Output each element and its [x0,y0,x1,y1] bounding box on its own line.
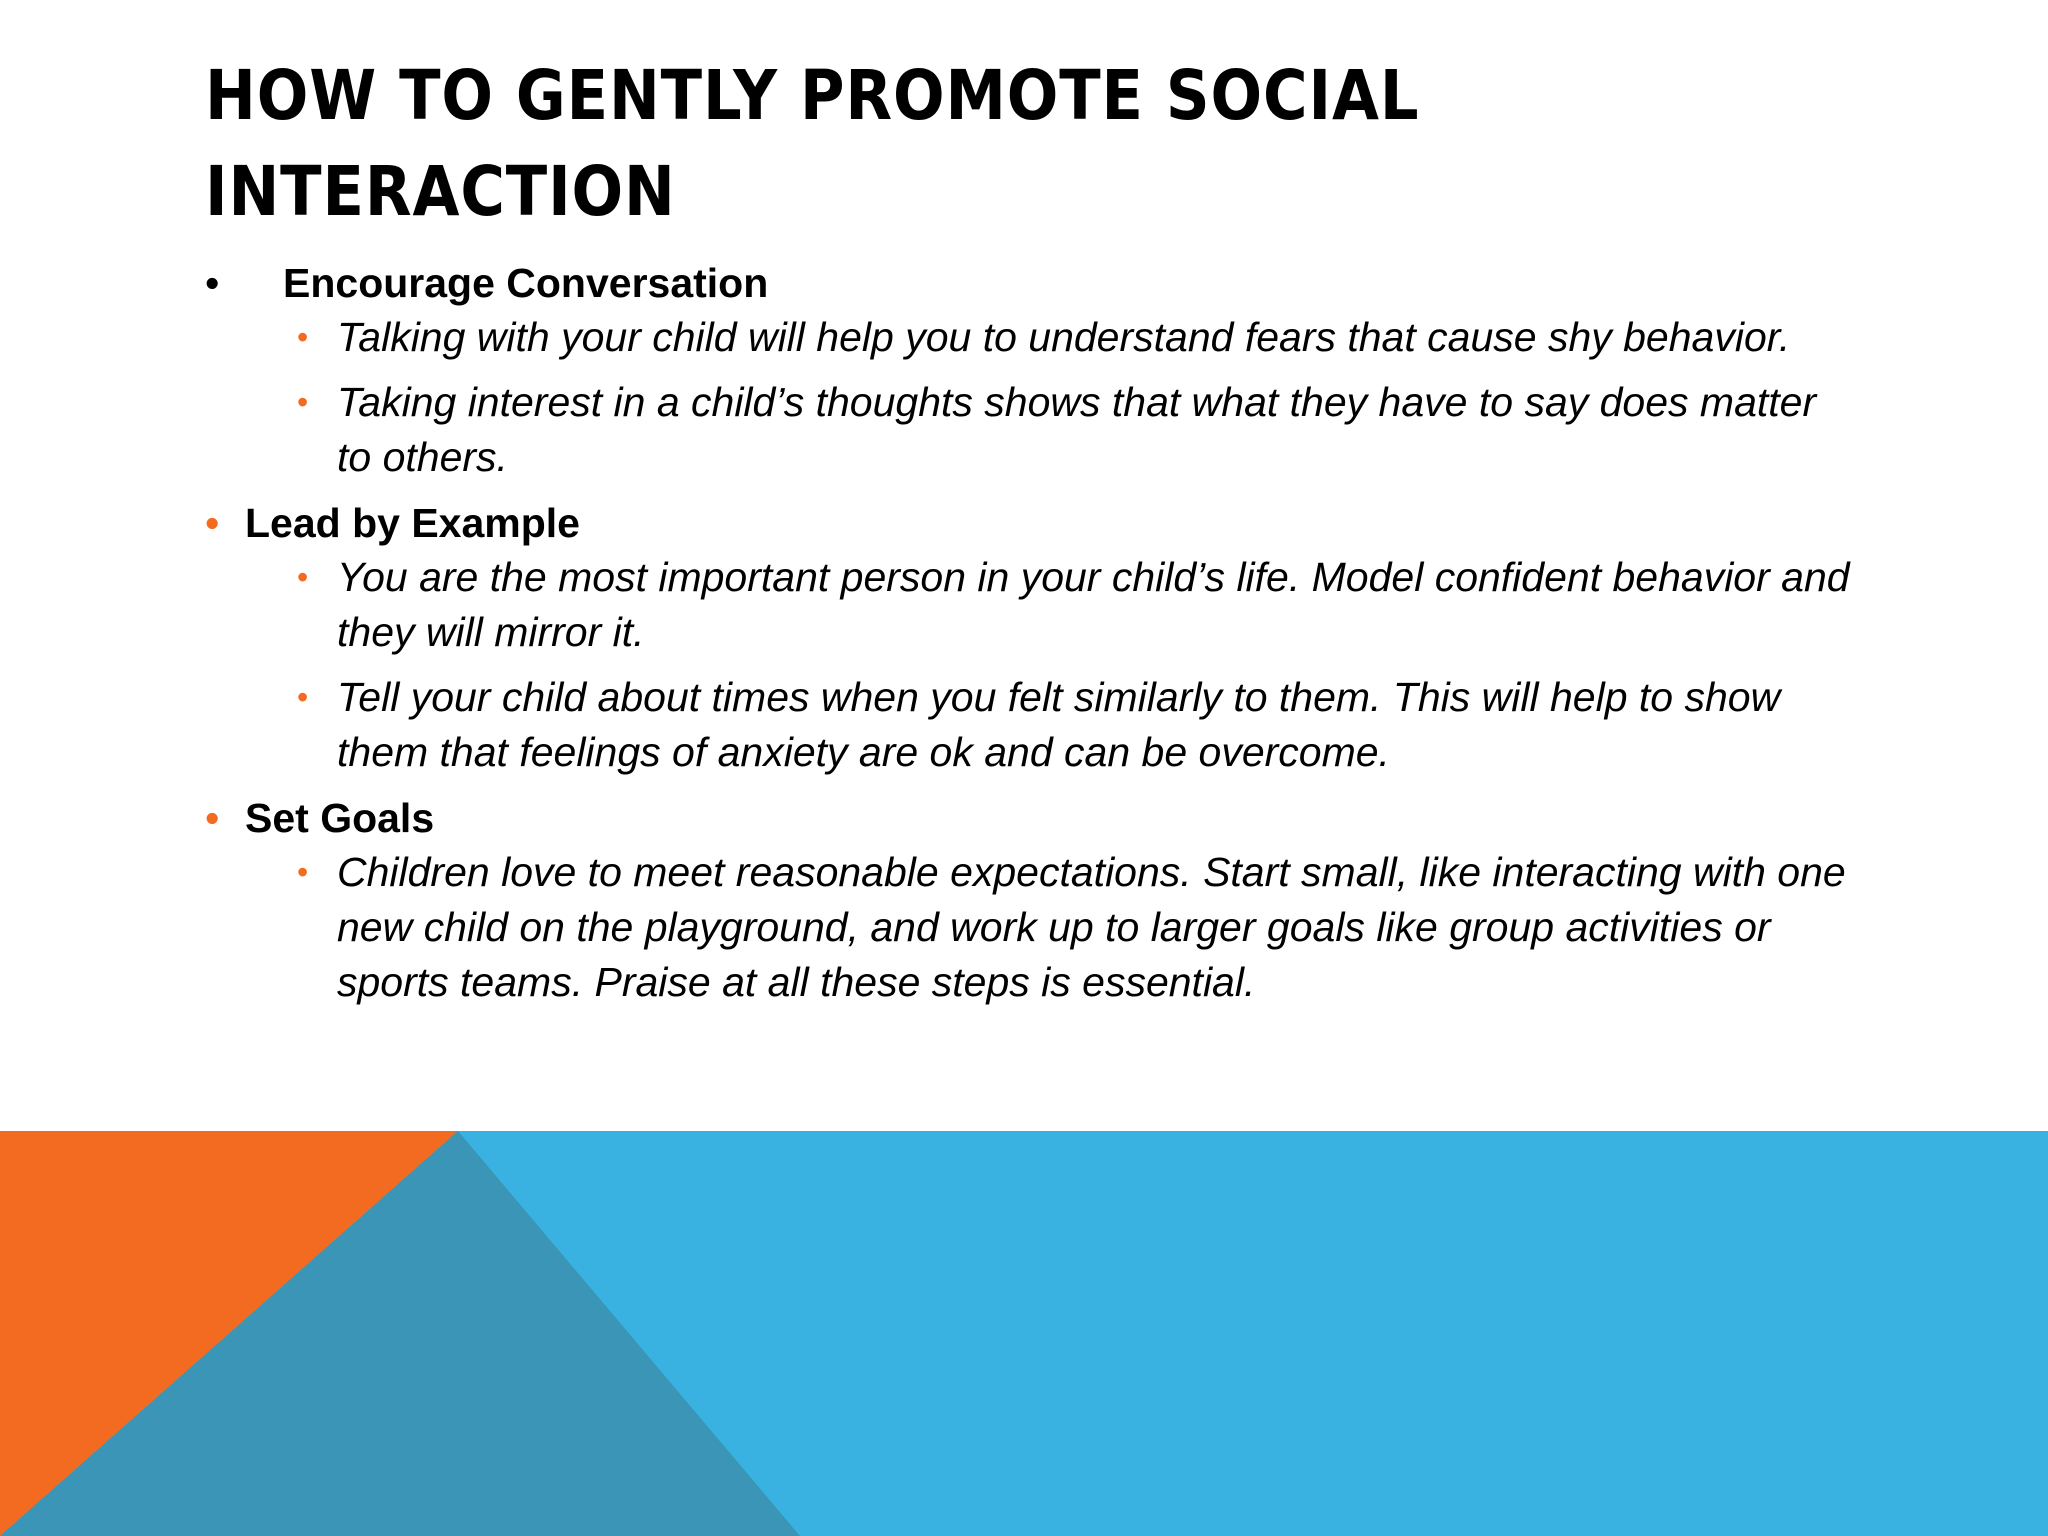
sub-bullet-list [245,550,1855,780]
decorative-triangles [0,1131,2048,1536]
sub-bullet-list [245,845,1855,1010]
bullet-icon: • [297,319,309,355]
list-item-text: Tell your child about times when you felt similarly to them. This will help to show them that feelings of anxiety are ok and can be overcome. [337,674,1781,775]
list-item-text: Taking interest in a child’s thoughts shows that what they have to say does matter to others. [337,379,1817,480]
list-item-text: Talking with your child will help you to understand fears that cause shy behavior. [337,314,1791,360]
section-lead-by-example [205,496,1855,780]
bullet-icon: • [297,854,309,890]
section-heading: Encourage Conversation [283,260,769,306]
section-heading: Lead by Example [245,500,580,546]
section-encourage-conversation [205,256,1855,485]
sub-bullet-list [245,310,1855,485]
section-set-goals [205,791,1855,1010]
slide-content [205,256,1855,1021]
list-item [245,670,1855,780]
bullet-list [205,256,1855,1010]
bullet-icon: • [205,795,220,841]
slide-title: HOW TO GENTLY PROMOTE SOCIAL INTERACTION [205,56,1420,232]
list-item [245,375,1855,485]
bullet-icon: • [205,500,220,546]
list-item-text: Children love to meet reasonable expectations. Start small, like interacting with one new child on the playground, and work up to larger goals like group activities or sports teams. Praise at all these steps is essential. [337,849,1846,1005]
list-item [245,310,1855,365]
bullet-icon: • [297,679,309,715]
bullet-icon: • [205,260,220,306]
list-item [245,845,1855,1010]
bullet-icon: • [297,559,309,595]
list-item [245,550,1855,660]
bullet-icon: • [297,384,309,420]
list-item-text: You are the most important person in your child’s life. Model confident behavior and they will mirror it. [337,554,1850,655]
section-heading: Set Goals [245,795,435,841]
